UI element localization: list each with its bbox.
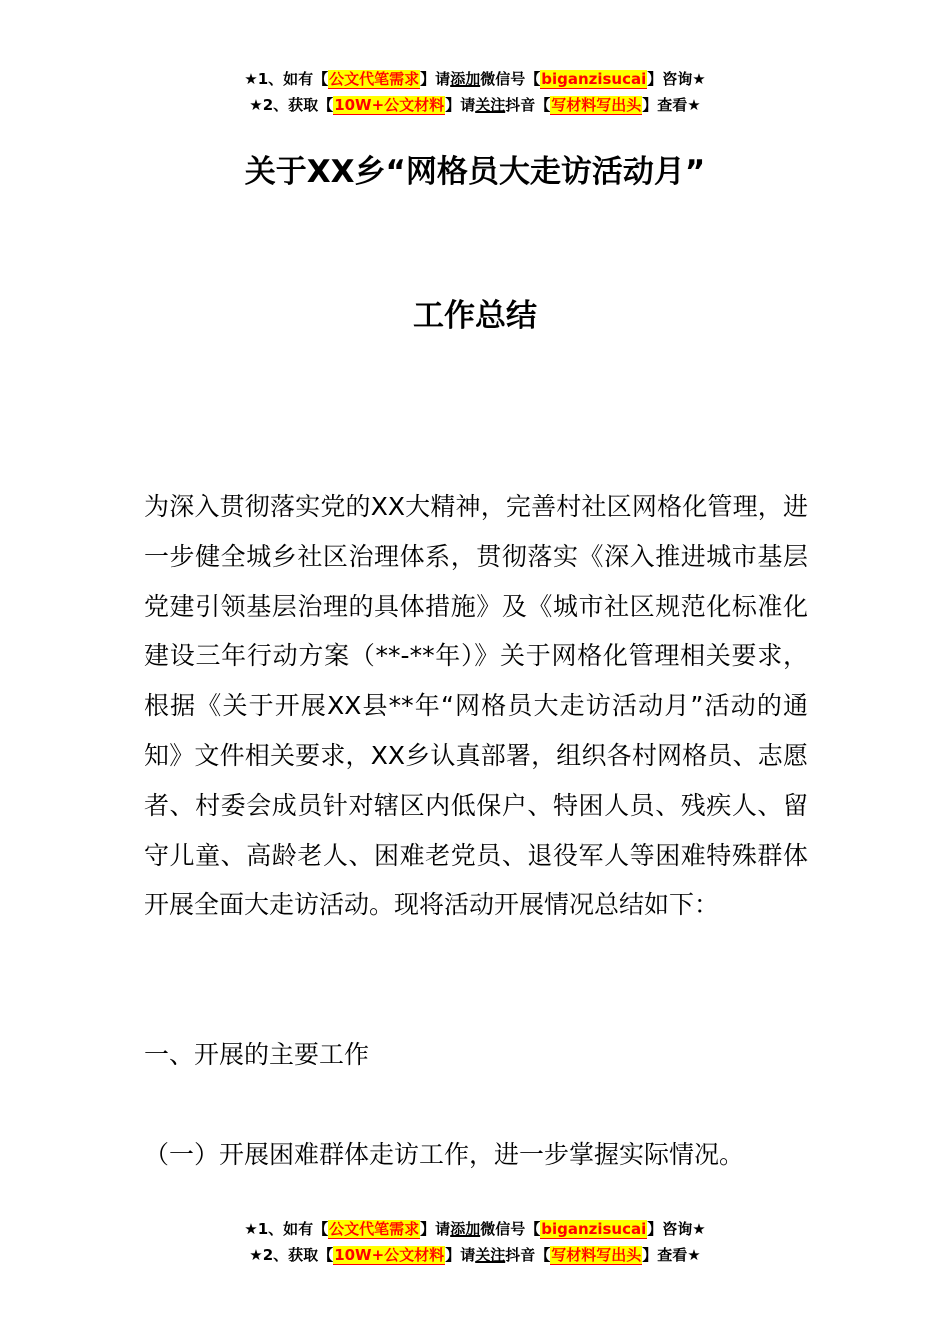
subsection-heading: （一）开展困难群体走访工作，进一步掌握实际情况。 [144,1140,745,1169]
section-heading: 一、开展的主要工作 [144,1040,370,1069]
ad-highlight: 10W+公文材料 [334,96,445,114]
ad-text: 】咨询★ [647,1220,706,1238]
ad-highlight: 公文代笔需求 [329,70,420,88]
ad-text: 抖音【 [505,1246,551,1264]
ad-highlight: 写材料写出头 [551,1246,642,1264]
document-title-line-1: 关于XX乡“网格员大走访活动月” [244,154,706,190]
ad-underline: 关注 [475,1246,506,1264]
ad-text: 】请 [420,1220,451,1238]
header-ad [0,66,950,118]
ad-text: ★2、获取【 [249,1246,334,1264]
ad-underline: 关注 [475,96,506,114]
ad-text: 微信号【 [480,70,541,88]
ad-line-2 [0,92,950,118]
ad-text: 】请 [445,96,476,114]
ad-highlight: biganzisucai [541,70,647,88]
ad-text: 】查看★ [642,1246,701,1264]
ad-highlight: 10W+公文材料 [334,1246,445,1264]
ad-text: 微信号【 [480,1220,541,1238]
document-title-line-2: 工作总结 [413,298,537,334]
intro-paragraph: 为深入贯彻落实党的XX大精神，完善村社区网格化管理，进一步健全城乡社区治理体系，贯彻落实《深入推进城市基层党建引领基层治理的具体措施》及《城市社区规范化标准化建设三年行动方案（**-**年）》关于网格化管理相关要求，根据《关于开展XX县**年“网格员大走访活动月”活动的通知》文件相关要求，XX乡认真部署，组织各村网格员、志愿者、村委会成员针对辖区内低保户、特困人员、残疾人、留守儿童、高龄老人、困难老党员、退役军人等困难特殊群体开展全面大走访活动。现将活动开展情况总结如下： [144,492,808,920]
ad-text: 】咨询★ [647,70,706,88]
ad-text: 】请 [445,1246,476,1264]
ad-highlight: biganzisucai [541,1220,647,1238]
footer-ad [0,1216,950,1268]
ad-line-1 [0,1216,950,1242]
ad-highlight: 写材料写出头 [551,96,642,114]
ad-highlight: 公文代笔需求 [329,1220,420,1238]
ad-underline: 添加 [450,1220,481,1238]
ad-line-1 [0,66,950,92]
ad-text: ★2、获取【 [249,96,334,114]
ad-text: ★1、如有【 [244,70,329,88]
ad-text: 】查看★ [642,96,701,114]
ad-line-2 [0,1242,950,1268]
ad-text: 抖音【 [505,96,551,114]
ad-text: ★1、如有【 [244,1220,329,1238]
ad-underline: 添加 [450,70,481,88]
ad-text: 】请 [420,70,451,88]
